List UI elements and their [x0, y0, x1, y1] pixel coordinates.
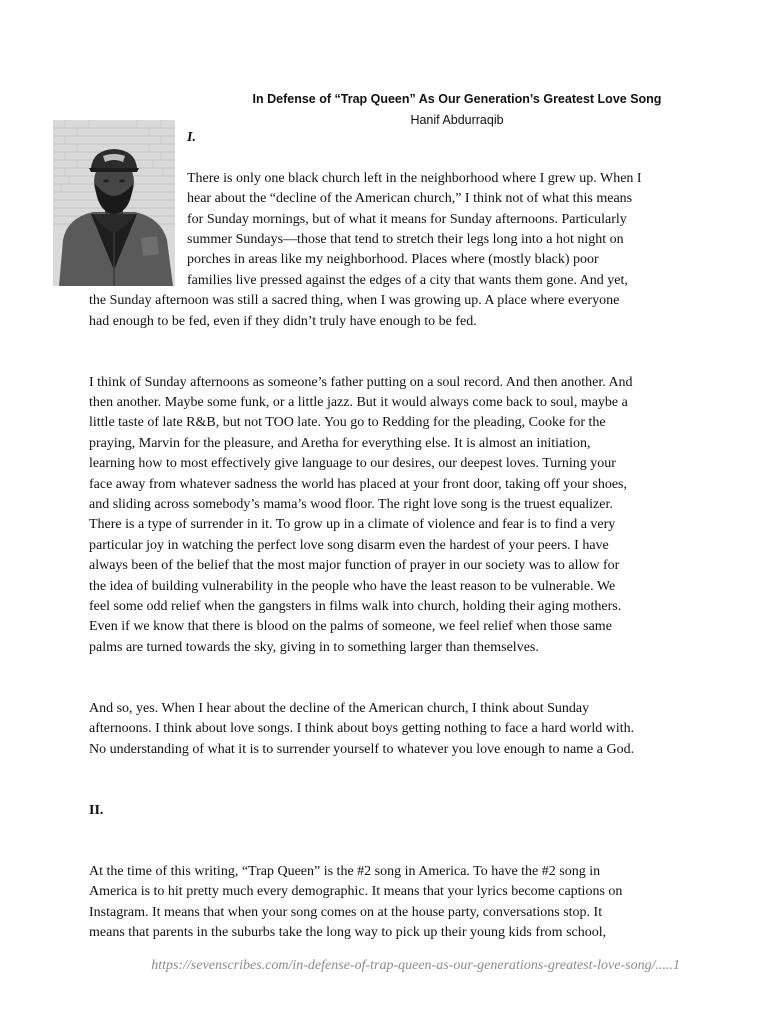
- text-line: feel some odd relief when the gangsters in films walk into church, holding their aging mothers.: [89, 598, 622, 614]
- text-line: then another. Maybe some funk, or a little jazz. But it would always come back to soul, maybe a: [89, 395, 628, 411]
- text-line: face away from whatever sadness the world has placed at your front door, taking off your shoes,: [89, 476, 628, 492]
- text-line: And so, yes. When I hear about the decline of the American church, I think about Sunday: [89, 700, 590, 716]
- text-line: There is only one black church left in the neighborhood where I grew up. When I: [187, 170, 642, 186]
- text-line: afternoons. I think about love songs. I think about boys getting nothing to face a hard world with.: [89, 721, 635, 737]
- text-line: little taste of late R&B, but not TOO late. You go to Redding for the pleading, Cooke for the: [89, 415, 606, 431]
- text-line: families live pressed against the edges of a city that wants them gone. And yet,: [187, 272, 628, 288]
- text-line: learning how to most effectively give language to our desires, our deepest loves. Turning your: [89, 456, 616, 472]
- text-line: summer Sundays—those that tend to stretch their legs long into a hot night on: [187, 231, 624, 247]
- text-line: There is a type of surrender in it. To grow up in a climate of violence and fear is to find a very: [89, 517, 616, 533]
- article-body: [89, 128, 681, 944]
- text-line: and sliding across somebody’s mama’s wood floor. The right love song is the truest equalizer.: [89, 497, 613, 513]
- text-line: porches in areas like my neighborhood. Places where (mostly black) poor: [187, 252, 599, 268]
- text-line: I think of Sunday afternoons as someone’s father putting on a soul record. And then another. And: [89, 374, 633, 390]
- text-line: hear about the “decline of the American church,” I think not of what this means: [187, 191, 633, 207]
- text-line: Instagram. It means that when your song comes on at the house party, conversations stop. It: [89, 904, 603, 920]
- document-title: In Defense of “Trap Queen” As Our Generation’s Greatest Love Song: [252, 92, 662, 106]
- text-line: had enough to be fed, even if they didn’t truly have enough to be fed.: [89, 313, 477, 329]
- text-line: the Sunday afternoon was still a sacred thing, when I was growing up. A place where everyone: [89, 293, 620, 309]
- section-heading: II.: [89, 802, 104, 818]
- paragraph: [89, 169, 681, 332]
- page-footer: [151, 958, 680, 974]
- section-heading: I.: [187, 130, 196, 145]
- text-line: Even if we know that there is blood on the palms of someone, we feel relief when those same: [89, 619, 612, 635]
- text-line: praying, Marvin for the pleasure, and Aretha for everything else. It is almost an initiation,: [89, 435, 591, 451]
- paragraph: [89, 862, 681, 944]
- text-line: particular joy in watching the perfect love song disarm even the hardest of your peers. I have: [89, 537, 609, 553]
- paragraph: [89, 699, 681, 760]
- text-line: At the time of this writing, “Trap Queen” is the #2 song in America. To have the #2 song in: [89, 864, 601, 880]
- text-line: always been of the belief that the most major function of prayer in our society was to allow for: [89, 558, 620, 574]
- paragraph: [89, 373, 681, 658]
- text-line: for Sunday mornings, but of what it means for Sunday afternoons. Particularly: [187, 211, 627, 227]
- page-number: .....1: [655, 958, 680, 973]
- text-line: means that parents in the suburbs take the long way to pick up their young kids from school,: [89, 925, 607, 941]
- text-line: No understanding of what it is to surrender yourself to whatever you love enough to name a God.: [89, 741, 635, 757]
- document-author: Hanif Abdurraqib: [410, 113, 504, 127]
- text-line: the idea of building vulnerability in the people who have the least reason to be vulnerable. We: [89, 578, 616, 594]
- text-line: America is to hit pretty much every demographic. It means that your lyrics become captions on: [89, 884, 623, 900]
- footer-url[interactable]: https://sevenscribes.com/in-defense-of-trap-queen-as-our-generations-greatest-love-song/: [151, 958, 656, 973]
- text-line: palms are turned towards the sky, giving in to something larger than themselves.: [89, 639, 539, 655]
